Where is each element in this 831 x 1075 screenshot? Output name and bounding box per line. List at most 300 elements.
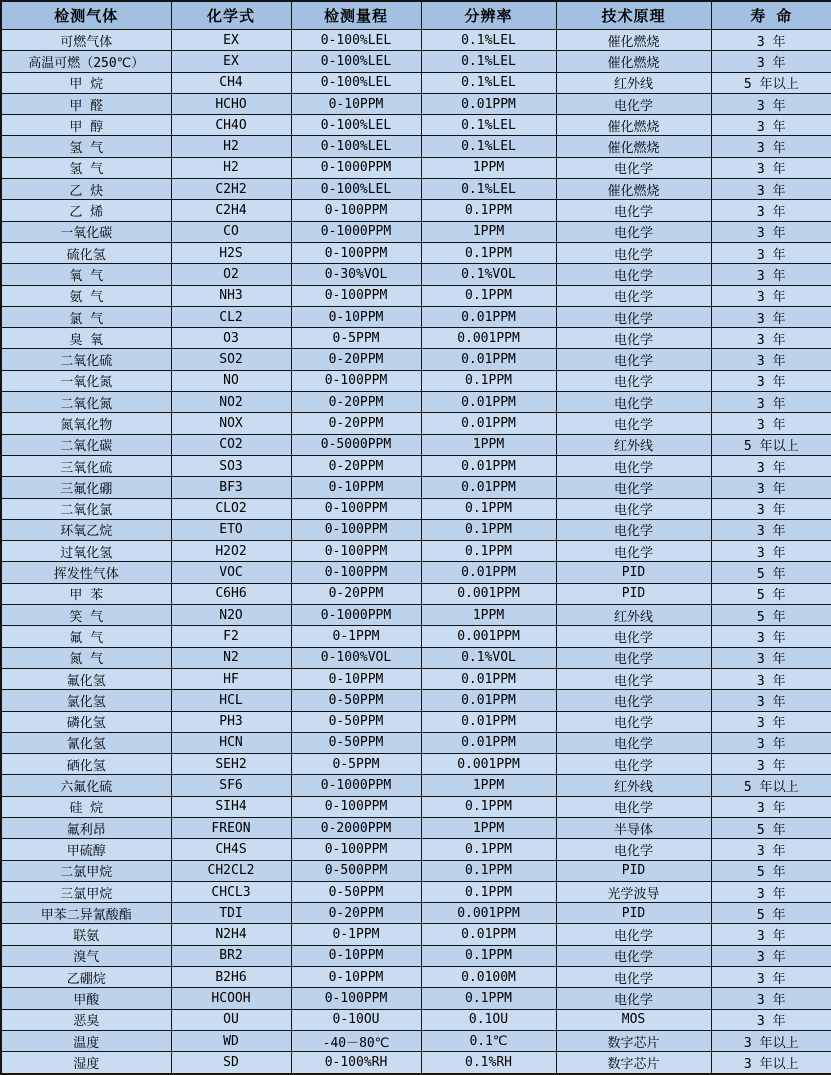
cell-gas-name: 湿度 [1, 1052, 171, 1074]
cell-chemical-formula: H2 [171, 136, 291, 157]
cell-detection-range: 0-100PPM [291, 796, 421, 817]
cell-chemical-formula: N2O [171, 605, 291, 626]
cell-detection-range: 0-10PPM [291, 668, 421, 689]
cell-resolution: 0.001PPM [421, 754, 556, 775]
cell-lifespan: 3 年 [711, 115, 831, 136]
table-row [1, 285, 831, 306]
cell-tech-principle: 电化学 [556, 370, 711, 391]
cell-tech-principle: 电化学 [556, 264, 711, 285]
cell-gas-name: 磷化氢 [1, 711, 171, 732]
cell-gas-name: 一氧化氮 [1, 370, 171, 391]
cell-lifespan: 3 年 [711, 796, 831, 817]
cell-chemical-formula: SEH2 [171, 754, 291, 775]
table-row [1, 626, 831, 647]
cell-gas-name: 氯化氢 [1, 690, 171, 711]
cell-lifespan: 3 年 [711, 285, 831, 306]
cell-tech-principle: 电化学 [556, 157, 711, 178]
cell-gas-name: 甲硫醇 [1, 839, 171, 860]
cell-tech-principle: 电化学 [556, 754, 711, 775]
cell-detection-range: 0-1000PPM [291, 157, 421, 178]
cell-lifespan: 5 年 [711, 583, 831, 604]
cell-lifespan: 3 年 [711, 945, 831, 966]
table-row [1, 30, 831, 51]
table-row [1, 413, 831, 434]
cell-resolution: 0.1PPM [421, 541, 556, 562]
cell-chemical-formula: O2 [171, 264, 291, 285]
table-row [1, 306, 831, 327]
cell-detection-range: 0-20PPM [291, 413, 421, 434]
cell-detection-range: 0-100PPM [291, 498, 421, 519]
cell-tech-principle: 电化学 [556, 328, 711, 349]
table-row [1, 796, 831, 817]
cell-lifespan: 3 年 [711, 306, 831, 327]
cell-gas-name: 温度 [1, 1030, 171, 1051]
cell-resolution: 0.0100M [421, 967, 556, 988]
cell-tech-principle: 电化学 [556, 839, 711, 860]
cell-resolution: 0.1%LEL [421, 72, 556, 93]
cell-tech-principle: 催化燃烧 [556, 179, 711, 200]
cell-chemical-formula: EX [171, 51, 291, 72]
cell-gas-name: 甲 醛 [1, 93, 171, 114]
cell-resolution: 0.1%LEL [421, 30, 556, 51]
table-row [1, 860, 831, 881]
table-header [1, 1, 831, 30]
cell-detection-range: 0-5PPM [291, 328, 421, 349]
cell-chemical-formula: CH2CL2 [171, 860, 291, 881]
col-header-range: 检测量程 [291, 1, 421, 30]
cell-lifespan: 3 年 [711, 30, 831, 51]
cell-lifespan: 3 年 [711, 754, 831, 775]
cell-resolution: 0.01PPM [421, 668, 556, 689]
cell-detection-range: 0-10OU [291, 1009, 421, 1030]
cell-tech-principle: PID [556, 583, 711, 604]
cell-tech-principle: 光学波导 [556, 881, 711, 902]
cell-chemical-formula: NO [171, 370, 291, 391]
cell-tech-principle: 电化学 [556, 306, 711, 327]
cell-detection-range: -40－80℃ [291, 1030, 421, 1051]
cell-resolution: 0.1PPM [421, 839, 556, 860]
header-row [1, 1, 831, 30]
cell-detection-range: 0-2000PPM [291, 817, 421, 838]
cell-gas-name: 三氯甲烷 [1, 881, 171, 902]
cell-resolution: 0.1PPM [421, 796, 556, 817]
cell-detection-range: 0-100%VOL [291, 647, 421, 668]
cell-chemical-formula: CHCL3 [171, 881, 291, 902]
cell-tech-principle: 红外线 [556, 605, 711, 626]
cell-lifespan: 5 年以上 [711, 434, 831, 455]
table-row [1, 605, 831, 626]
cell-gas-name: 二氧化氯 [1, 498, 171, 519]
cell-chemical-formula: NH3 [171, 285, 291, 306]
cell-tech-principle: 催化燃烧 [556, 136, 711, 157]
cell-tech-principle: 电化学 [556, 690, 711, 711]
cell-tech-principle: 电化学 [556, 519, 711, 540]
cell-lifespan: 3 年 [711, 51, 831, 72]
cell-resolution: 0.1%RH [421, 1052, 556, 1074]
cell-gas-name: 硅 烷 [1, 796, 171, 817]
cell-tech-principle: 红外线 [556, 434, 711, 455]
cell-resolution: 1PPM [421, 817, 556, 838]
cell-detection-range: 0-10PPM [291, 477, 421, 498]
cell-resolution: 1PPM [421, 434, 556, 455]
cell-resolution: 0.1%VOL [421, 647, 556, 668]
cell-lifespan: 3 年 [711, 668, 831, 689]
cell-detection-range: 0-100%RH [291, 1052, 421, 1074]
cell-gas-name: 甲酸 [1, 988, 171, 1009]
cell-resolution: 0.001PPM [421, 328, 556, 349]
cell-detection-range: 0-100%LEL [291, 136, 421, 157]
cell-gas-name: 氰化氢 [1, 732, 171, 753]
cell-detection-range: 0-100%LEL [291, 72, 421, 93]
table-row [1, 711, 831, 732]
cell-gas-name: 氢 气 [1, 157, 171, 178]
table-row [1, 115, 831, 136]
cell-gas-name: 可燃气体 [1, 30, 171, 51]
table-row [1, 434, 831, 455]
cell-detection-range: 0-500PPM [291, 860, 421, 881]
cell-chemical-formula: B2H6 [171, 967, 291, 988]
cell-tech-principle: 电化学 [556, 349, 711, 370]
cell-detection-range: 0-20PPM [291, 903, 421, 924]
table-row [1, 136, 831, 157]
cell-tech-principle: MOS [556, 1009, 711, 1030]
table-row [1, 1030, 831, 1051]
cell-gas-name: 二氧化硫 [1, 349, 171, 370]
cell-lifespan: 3 年 [711, 924, 831, 945]
table-row [1, 945, 831, 966]
cell-chemical-formula: SD [171, 1052, 291, 1074]
cell-detection-range: 0-30%VOL [291, 264, 421, 285]
table-row [1, 221, 831, 242]
table-row [1, 988, 831, 1009]
cell-tech-principle: 电化学 [556, 221, 711, 242]
cell-gas-name: 一氧化碳 [1, 221, 171, 242]
cell-detection-range: 0-100PPM [291, 285, 421, 306]
cell-gas-name: 三氟化硼 [1, 477, 171, 498]
table-row [1, 519, 831, 540]
cell-gas-name: 臭 氧 [1, 328, 171, 349]
cell-lifespan: 3 年 [711, 647, 831, 668]
cell-gas-name: 甲 烷 [1, 72, 171, 93]
cell-chemical-formula: VOC [171, 562, 291, 583]
col-header-gas: 检测气体 [1, 1, 171, 30]
cell-gas-name: 氨 气 [1, 285, 171, 306]
cell-gas-name: 二氧化碳 [1, 434, 171, 455]
cell-resolution: 0.01PPM [421, 413, 556, 434]
cell-lifespan: 3 年 [711, 626, 831, 647]
cell-resolution: 0.1PPM [421, 200, 556, 221]
cell-lifespan: 5 年 [711, 817, 831, 838]
cell-gas-name: 三氧化硫 [1, 455, 171, 476]
cell-tech-principle: 电化学 [556, 93, 711, 114]
cell-tech-principle: 电化学 [556, 541, 711, 562]
cell-chemical-formula: OU [171, 1009, 291, 1030]
cell-tech-principle: 电化学 [556, 668, 711, 689]
cell-gas-name: 乙硼烷 [1, 967, 171, 988]
cell-lifespan: 3 年以上 [711, 1030, 831, 1051]
cell-detection-range: 0-100%LEL [291, 115, 421, 136]
table-row [1, 392, 831, 413]
table-row [1, 242, 831, 263]
cell-tech-principle: 电化学 [556, 967, 711, 988]
cell-tech-principle: 电化学 [556, 200, 711, 221]
cell-tech-principle: 电化学 [556, 498, 711, 519]
cell-resolution: 0.1%LEL [421, 51, 556, 72]
col-header-lifespan: 寿 命 [711, 1, 831, 30]
table-row [1, 328, 831, 349]
cell-gas-name: 甲苯二异氰酸酯 [1, 903, 171, 924]
cell-detection-range: 0-100%LEL [291, 179, 421, 200]
cell-chemical-formula: SO2 [171, 349, 291, 370]
cell-resolution: 0.01PPM [421, 690, 556, 711]
cell-resolution: 0.01PPM [421, 93, 556, 114]
cell-gas-name: 氮氧化物 [1, 413, 171, 434]
cell-tech-principle: 电化学 [556, 392, 711, 413]
table-row [1, 370, 831, 391]
cell-resolution: 0.001PPM [421, 626, 556, 647]
cell-resolution: 0.1%LEL [421, 115, 556, 136]
table-row [1, 72, 831, 93]
cell-chemical-formula: SF6 [171, 775, 291, 796]
table-row [1, 562, 831, 583]
cell-chemical-formula: EX [171, 30, 291, 51]
table-row [1, 924, 831, 945]
cell-resolution: 0.1%LEL [421, 179, 556, 200]
cell-chemical-formula: N2 [171, 647, 291, 668]
cell-tech-principle: 红外线 [556, 775, 711, 796]
col-header-formula: 化学式 [171, 1, 291, 30]
cell-detection-range: 0-20PPM [291, 455, 421, 476]
cell-lifespan: 3 年 [711, 349, 831, 370]
cell-tech-principle: PID [556, 903, 711, 924]
cell-gas-name: 乙 炔 [1, 179, 171, 200]
cell-resolution: 0.01PPM [421, 562, 556, 583]
cell-lifespan: 3 年 [711, 221, 831, 242]
cell-detection-range: 0-100%LEL [291, 51, 421, 72]
cell-detection-range: 0-100PPM [291, 541, 421, 562]
cell-detection-range: 0-10PPM [291, 93, 421, 114]
cell-chemical-formula: HCL [171, 690, 291, 711]
cell-chemical-formula: CO [171, 221, 291, 242]
table-row [1, 775, 831, 796]
cell-detection-range: 0-10PPM [291, 945, 421, 966]
cell-gas-name: 溴气 [1, 945, 171, 966]
cell-resolution: 0.1%VOL [421, 264, 556, 285]
cell-tech-principle: 电化学 [556, 242, 711, 263]
cell-resolution: 0.1PPM [421, 498, 556, 519]
cell-gas-name: 氯 气 [1, 306, 171, 327]
table-row [1, 817, 831, 838]
cell-detection-range: 0-1000PPM [291, 221, 421, 242]
cell-lifespan: 5 年 [711, 860, 831, 881]
cell-resolution: 0.1PPM [421, 242, 556, 263]
cell-chemical-formula: BR2 [171, 945, 291, 966]
cell-detection-range: 0-100PPM [291, 370, 421, 391]
cell-tech-principle: 电化学 [556, 626, 711, 647]
cell-tech-principle: 电化学 [556, 988, 711, 1009]
cell-chemical-formula: NOX [171, 413, 291, 434]
cell-lifespan: 3 年 [711, 242, 831, 263]
cell-detection-range: 0-50PPM [291, 690, 421, 711]
table-row [1, 754, 831, 775]
cell-resolution: 0.001PPM [421, 903, 556, 924]
cell-detection-range: 0-100PPM [291, 562, 421, 583]
cell-tech-principle: 电化学 [556, 732, 711, 753]
cell-gas-name: 硒化氢 [1, 754, 171, 775]
cell-tech-principle: 半导体 [556, 817, 711, 838]
cell-lifespan: 3 年以上 [711, 1052, 831, 1074]
cell-tech-principle: 电化学 [556, 945, 711, 966]
cell-gas-name: 硫化氢 [1, 242, 171, 263]
cell-resolution: 0.01PPM [421, 924, 556, 945]
cell-gas-name: 笑 气 [1, 605, 171, 626]
cell-lifespan: 5 年以上 [711, 72, 831, 93]
cell-tech-principle: PID [556, 860, 711, 881]
cell-gas-name: 氧 气 [1, 264, 171, 285]
cell-resolution: 0.01PPM [421, 732, 556, 753]
cell-chemical-formula: SO3 [171, 455, 291, 476]
cell-detection-range: 0-1PPM [291, 626, 421, 647]
cell-chemical-formula: TDI [171, 903, 291, 924]
cell-resolution: 0.01PPM [421, 392, 556, 413]
cell-detection-range: 0-5PPM [291, 754, 421, 775]
table-row [1, 903, 831, 924]
cell-tech-principle: 电化学 [556, 413, 711, 434]
cell-detection-range: 0-100PPM [291, 242, 421, 263]
cell-tech-principle: 催化燃烧 [556, 30, 711, 51]
cell-lifespan: 3 年 [711, 967, 831, 988]
table-row [1, 264, 831, 285]
cell-lifespan: 3 年 [711, 988, 831, 1009]
cell-resolution: 1PPM [421, 221, 556, 242]
cell-resolution: 0.1PPM [421, 881, 556, 902]
cell-gas-name: 恶臭 [1, 1009, 171, 1030]
cell-gas-name: 氮 气 [1, 647, 171, 668]
cell-chemical-formula: N2H4 [171, 924, 291, 945]
cell-resolution: 0.01PPM [421, 306, 556, 327]
cell-lifespan: 3 年 [711, 732, 831, 753]
cell-gas-name: 氢 气 [1, 136, 171, 157]
table-row [1, 200, 831, 221]
table-row [1, 541, 831, 562]
cell-chemical-formula: CH4S [171, 839, 291, 860]
cell-tech-principle: 电化学 [556, 796, 711, 817]
table-row [1, 179, 831, 200]
col-header-principle: 技术原理 [556, 1, 711, 30]
cell-chemical-formula: HCN [171, 732, 291, 753]
table-row [1, 498, 831, 519]
cell-chemical-formula: C6H6 [171, 583, 291, 604]
cell-resolution: 0.01PPM [421, 477, 556, 498]
cell-detection-range: 0-1000PPM [291, 775, 421, 796]
cell-chemical-formula: HCHO [171, 93, 291, 114]
cell-gas-name: 二氧化氮 [1, 392, 171, 413]
table-row [1, 477, 831, 498]
cell-tech-principle: 电化学 [556, 711, 711, 732]
cell-tech-principle: 红外线 [556, 72, 711, 93]
cell-chemical-formula: CL2 [171, 306, 291, 327]
cell-chemical-formula: PH3 [171, 711, 291, 732]
cell-resolution: 0.1PPM [421, 988, 556, 1009]
cell-gas-name: 过氧化氢 [1, 541, 171, 562]
cell-lifespan: 5 年 [711, 903, 831, 924]
cell-tech-principle: 数字芯片 [556, 1030, 711, 1051]
cell-lifespan: 3 年 [711, 264, 831, 285]
cell-lifespan: 3 年 [711, 477, 831, 498]
cell-tech-principle: PID [556, 562, 711, 583]
cell-gas-name: 二氯甲烷 [1, 860, 171, 881]
cell-gas-name: 甲 醇 [1, 115, 171, 136]
table-row [1, 51, 831, 72]
cell-lifespan: 5 年 [711, 605, 831, 626]
cell-tech-principle: 电化学 [556, 477, 711, 498]
cell-gas-name: 挥发性气体 [1, 562, 171, 583]
table-row [1, 157, 831, 178]
cell-chemical-formula: ETO [171, 519, 291, 540]
table-row [1, 668, 831, 689]
cell-chemical-formula: HF [171, 668, 291, 689]
cell-detection-range: 0-50PPM [291, 711, 421, 732]
cell-detection-range: 0-100PPM [291, 988, 421, 1009]
table-row [1, 583, 831, 604]
cell-lifespan: 5 年 [711, 562, 831, 583]
cell-tech-principle: 电化学 [556, 455, 711, 476]
cell-gas-name: 环氧乙烷 [1, 519, 171, 540]
cell-lifespan: 3 年 [711, 541, 831, 562]
cell-tech-principle: 数字芯片 [556, 1052, 711, 1074]
cell-lifespan: 3 年 [711, 690, 831, 711]
cell-gas-name: 联氨 [1, 924, 171, 945]
cell-chemical-formula: O3 [171, 328, 291, 349]
cell-resolution: 0.1PPM [421, 370, 556, 391]
table-row [1, 732, 831, 753]
cell-lifespan: 3 年 [711, 179, 831, 200]
cell-detection-range: 0-100PPM [291, 200, 421, 221]
cell-resolution: 0.1PPM [421, 285, 556, 306]
cell-tech-principle: 电化学 [556, 924, 711, 945]
cell-detection-range: 0-1000PPM [291, 605, 421, 626]
cell-chemical-formula: CH4 [171, 72, 291, 93]
cell-chemical-formula: WD [171, 1030, 291, 1051]
table-row [1, 93, 831, 114]
cell-tech-principle: 催化燃烧 [556, 51, 711, 72]
cell-detection-range: 0-1PPM [291, 924, 421, 945]
cell-lifespan: 3 年 [711, 93, 831, 114]
cell-chemical-formula: CH4O [171, 115, 291, 136]
cell-detection-range: 0-10PPM [291, 967, 421, 988]
cell-resolution: 0.01PPM [421, 349, 556, 370]
col-header-resolution: 分辨率 [421, 1, 556, 30]
cell-resolution: 1PPM [421, 157, 556, 178]
table-row [1, 1009, 831, 1030]
cell-resolution: 0.1%LEL [421, 136, 556, 157]
table-body [1, 30, 831, 1075]
cell-chemical-formula: CO2 [171, 434, 291, 455]
cell-lifespan: 3 年 [711, 519, 831, 540]
cell-lifespan: 3 年 [711, 157, 831, 178]
cell-gas-name: 六氟化硫 [1, 775, 171, 796]
cell-chemical-formula: F2 [171, 626, 291, 647]
cell-resolution: 0.001PPM [421, 583, 556, 604]
cell-lifespan: 3 年 [711, 498, 831, 519]
table-row [1, 1052, 831, 1074]
cell-lifespan: 3 年 [711, 392, 831, 413]
table-row [1, 349, 831, 370]
cell-resolution: 1PPM [421, 775, 556, 796]
table-row [1, 839, 831, 860]
cell-resolution: 0.1OU [421, 1009, 556, 1030]
cell-lifespan: 3 年 [711, 1009, 831, 1030]
